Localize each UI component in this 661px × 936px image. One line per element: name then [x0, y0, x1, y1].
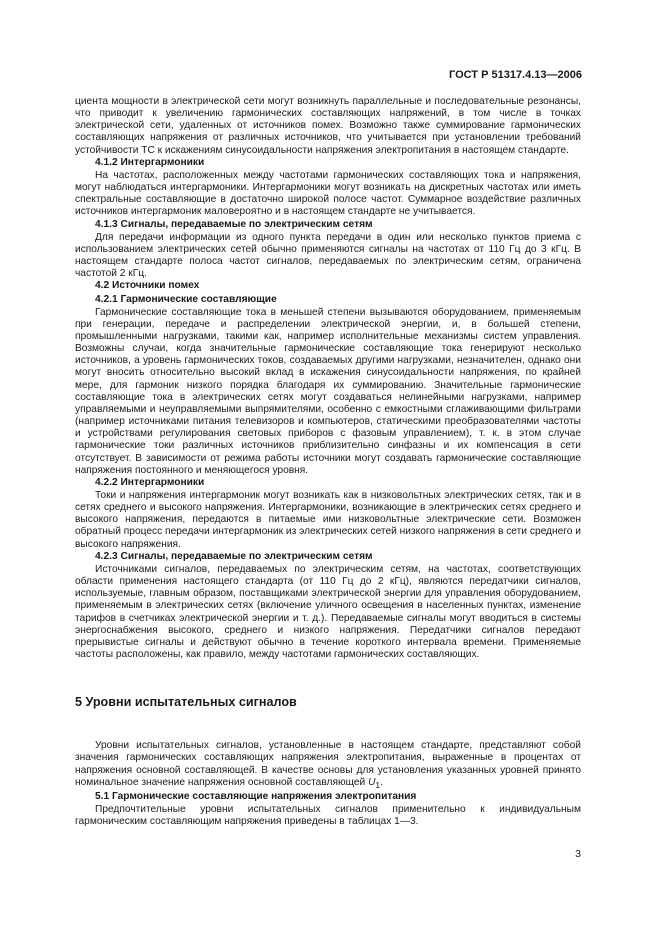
- voltage-symbol: U: [368, 776, 376, 788]
- section-4-2-3-heading: 4.2.3 Сигналы, передаваемые по электрическим сетям: [95, 550, 373, 562]
- section-4-2-2-heading: 4.2.2 Интергармоники: [95, 476, 205, 488]
- section-4-2-3-text: Источниками сигналов, передаваемых по электрическим сетям, на частотах, соответствующих области применения настоящего стандарта (от 110 Гц до 2 кГц), являются передатчики сигналов, используемые, главным образом, поставщиками электрической энергии для управления оборудованием, применяемым в электрических сетях (включение уличного освещения в населенных пунктах, изменение тарифов в счетчиках электрической энергии и т. д.). Передаваемые сигналы могут вводиться в системы энергоснабжения высокого, среднего и низкого напряжения. Передатчики сигналов передают прерывистые сигналы и действуют обычно в течение короткого интервала времени. Применяемые частоты расположены, как правило, между частотами гармонических составляющих.: [75, 563, 581, 661]
- page-number: 3: [575, 848, 581, 860]
- page-body: [75, 96, 581, 828]
- section-4-2-1-text: Гармонические составляющие тока в меньшей степени вызываются оборудованием, применяемым при генерации, передаче и распределении электрической энергии, и, в большей степени, промышленными нагрузками, такими как, например исполнительные механизмы систем управления. Возможны случаи, когда значительные гармонические составляющие тока генерируют несколько источников, а уровень гармонических токов, создаваемых другими нагрузками, незначителен, однако они могут вносить относительно высокий вклад в искажения синусоидальности напряжения, по крайней мере, для гармоник низкого порядка благодаря их суммированию. Значительные гармонические составляющие тока в электрических сетях могут создаваться нелинейными нагрузками, например управляемыми и неуправляемыми выпрямителями, особенно с емкостными сглаживающими фильтрами (например источниками питания телевизоров и компьютеров, статическими преобразователями частоты и устройствами регулирования световых приборов с фазовым управлением), т. к. в этом случае гармонические токи различных источников приблизительно синфазны и их компенсация в сети отсутствует. В зависимости от режима работы источники могут создавать гармонические составляющие напряжения постоянного и меняющегося уровня.: [75, 306, 581, 476]
- section-4-1-3-heading: 4.1.3 Сигналы, передаваемые по электрическим сетям: [95, 218, 373, 230]
- chapter-5-text: [75, 740, 581, 791]
- section-4-2-heading: 4.2 Источники помех: [95, 280, 200, 292]
- section-4-2-1-heading: 4.2.1 Гармонические составляющие: [95, 293, 277, 305]
- voltage-subscript: 1: [375, 779, 381, 790]
- chapter-5-heading: 5 Уровни испытательных сигналов: [75, 695, 297, 710]
- document-header: ГОСТ Р 51317.4.13—2006: [448, 69, 582, 81]
- section-4-2-2-text: Токи и напряжения интергармоник могут возникать как в низковольтных электрических сетях, так и в сетях среднего и высокого напряжения. Интергармоники, возникающие в электрических сетях среднего и высокого напряжения, передаются в питаемые ими низковольтные электрические сети. Возможен обратный процесс передачи интергармоник из электрических сетей низкого напряжения в сети среднего и высокого напряжения.: [75, 490, 581, 550]
- section-4-1-2-heading: 4.1.2 Интергармоники: [95, 156, 205, 168]
- section-4-1-2-text: На частотах, расположенных между частотами гармонических составляющих тока и напряжения, могут наблюдаться интергармоники. Интергармоники могут возникать на дискретных частотах или иметь спектральные составляющие в достаточно широкой полосе частот. Суммарное воздействие различных источников интергармоник маловероятно и в настоящем стандарте не учитывается.: [75, 169, 581, 218]
- chapter-5-text-end: .: [380, 776, 383, 788]
- chapter-5-text-main: Уровни испытательных сигналов, установленные в настоящем стандарте, представляют собой значения гармонических составляющих напряжения электропитания, выраженные в процентах от напряжения основной составляющей. В качестве основы для установления указанных уровней принято номинальное значение напряжения основной составляющей: [75, 740, 581, 788]
- section-4-1-3-text: Для передачи информации из одного пункта передачи в один или несколько пунктов приема с использованием электрических сетей обычно применяются сигналы на частотах от 110 Гц до 3 кГц. В настоящем стандарте полоса частот сигналов, передаваемых по электрическим сетям, ограничена частотой 2 кГц.: [75, 231, 581, 280]
- section-5-1-heading: 5.1 Гармонические составляющие напряжения электропитания: [95, 790, 417, 802]
- section-5-1-text: Предпочтительные уровни испытательных сигналов применительно к индивидуальным гармоническим составляющим напряжения приведены в таблицах 1—3.: [75, 804, 581, 828]
- intro-paragraph: циента мощности в электрической сети могут возникнуть параллельные и последовательные резонансы, что приводит к увеличению гармонических составляющих напряжений, в том числе в точках электрической сети, удаленных от источников помех. Возможно также суммирование гармонических составляющих напряжения от различных источников, что учитывается при установлении требований устойчивости ТС к искажениям синусоидальности напряжения электропитания в настоящем стандарте.: [75, 96, 581, 156]
